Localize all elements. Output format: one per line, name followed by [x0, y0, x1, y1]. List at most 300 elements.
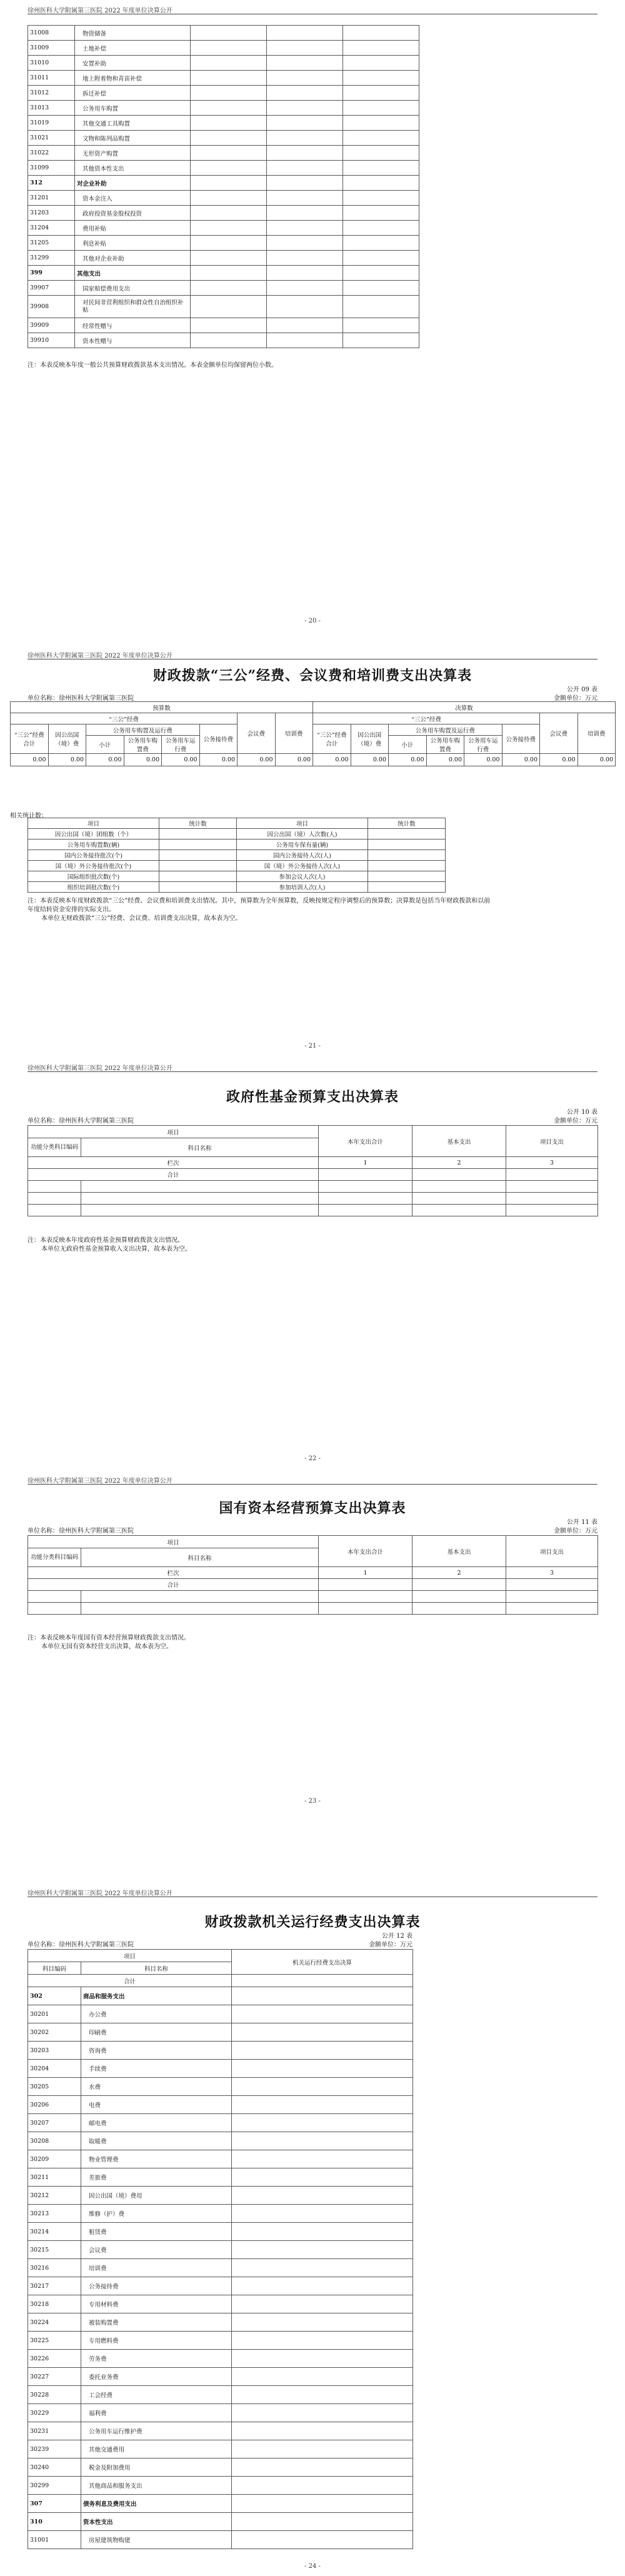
subject-name: 工会经费 [81, 2386, 232, 2404]
subject-name: 其他商品和服务支出 [81, 2477, 232, 2495]
col-sangong-total: “三公”经费合计 [313, 724, 351, 754]
head-basic: 基本支出 [412, 1536, 506, 1567]
subject-code: 310 [28, 2513, 81, 2531]
subject-code: 31022 [28, 146, 75, 161]
final-header: 决算数 [313, 702, 616, 713]
subject-name: 国家赔偿费用支出 [75, 281, 191, 296]
table-note: 注：本表反映本年度财政拨款“三公”经费、会议费和培训费支出情况。其中，预算数为全年预算数，反映按规定程序调整后的预算数；决算数是包括当年财政拨款和以前 [28, 898, 491, 905]
subject-name: 培训费 [81, 2259, 232, 2277]
table-row [28, 333, 419, 348]
value-cell [191, 71, 267, 86]
table-row [28, 206, 419, 221]
head-code: 科目编码 [28, 1962, 81, 1975]
value-cell [232, 2513, 413, 2531]
table-row [28, 839, 446, 850]
page-22 [0, 1063, 625, 1475]
value-cell [267, 236, 343, 251]
value-cell [232, 2150, 413, 2168]
subject-code: 30217 [28, 2277, 81, 2295]
subject-code: 30208 [28, 2132, 81, 2150]
subject-name: 专用材料费 [81, 2295, 232, 2313]
stat-item: 公务用车保有量(辆) [237, 839, 368, 850]
meeting-header: 会议费 [238, 713, 276, 754]
subject-code: 30228 [28, 2386, 81, 2404]
value-cell [343, 56, 419, 71]
value-cell [267, 176, 343, 191]
col-subtotal: 小计 [389, 736, 427, 754]
head-code: 功能分类科目编码 [28, 1138, 81, 1157]
subject-name: 物资储备 [75, 26, 191, 41]
info-head-stat: 统计数 [368, 818, 446, 829]
stat-item: 国际组织批次数(个) [28, 871, 159, 882]
value-cell [191, 56, 267, 71]
subject-code: 31011 [28, 71, 75, 86]
table-row [28, 26, 419, 41]
subject-name: 对民间非营利组织和群众性自治组织补贴 [75, 296, 191, 318]
subject-code: 30213 [28, 2205, 81, 2223]
value-cell [343, 191, 419, 206]
value-cell [232, 2422, 413, 2440]
value-cell [267, 146, 343, 161]
value-cell [191, 266, 267, 281]
value-cell [343, 116, 419, 131]
subject-code: 30202 [28, 2023, 81, 2042]
subject-code: 30216 [28, 2259, 81, 2277]
value-cell [343, 266, 419, 281]
subject-code: 30226 [28, 2350, 81, 2368]
value-cell [267, 116, 343, 131]
head-project: 项目支出 [506, 1126, 598, 1157]
value-cell [232, 2531, 413, 2549]
subject-code: 30206 [28, 2096, 81, 2114]
subject-name: 物业管理费 [81, 2150, 232, 2168]
subject-name: 经常性赠与 [75, 318, 191, 333]
value-cell [267, 318, 343, 333]
subject-code: 31010 [28, 56, 75, 71]
subject-name: 委托业务费 [81, 2368, 232, 2386]
table-row [28, 2531, 413, 2549]
budget-value: 0.00 [11, 754, 49, 766]
head-name: 科目名称 [81, 1138, 319, 1157]
value-cell [232, 2259, 413, 2277]
subject-name: 专用燃料费 [81, 2332, 232, 2350]
subject-name: 其他资本性支出 [75, 161, 191, 176]
table-row [28, 2277, 413, 2295]
table-row [28, 871, 446, 882]
budget-value: 0.00 [275, 754, 313, 766]
col-number: 3 [506, 1567, 598, 1579]
car-header: 公务用车购置及运行费 [86, 724, 200, 736]
table-row [28, 161, 419, 176]
value-cell [343, 296, 419, 318]
unit-name: 单位名称：徐州医科大学附属第三医院 [28, 1942, 134, 1948]
stat-item: 参加培训人次(人) [237, 882, 368, 893]
subject-name: 费用补贴 [75, 221, 191, 236]
final-value: 0.00 [464, 754, 502, 766]
subject-name: 邮电费 [81, 2114, 232, 2132]
value-cell [232, 2096, 413, 2114]
value-cell [343, 71, 419, 86]
subject-name: 债务利息及费用支出 [81, 2495, 232, 2513]
col-subtotal: 小计 [86, 736, 124, 754]
subject-name: 无形资产购置 [75, 146, 191, 161]
subject-code: 30224 [28, 2313, 81, 2332]
subject-code: 30207 [28, 2114, 81, 2132]
subject-name: 办公费 [81, 2005, 232, 2023]
subject-name: 利息补贴 [75, 236, 191, 251]
subject-name: 咨询费 [81, 2042, 232, 2060]
final-value: 0.00 [351, 754, 389, 766]
table-row [28, 2078, 413, 2096]
table-row [28, 251, 419, 266]
value-cell [232, 2313, 413, 2332]
value-cell [232, 2223, 413, 2241]
table-row [28, 2422, 413, 2440]
col-car-buy: 公务用车购置费 [124, 736, 162, 754]
money-unit: 金额单位：万元 [554, 1118, 598, 1125]
table-note: 本单位无国有资本经营支出决算，故本表为空。 [41, 1643, 172, 1650]
table-row [28, 318, 419, 333]
col-car-run: 公务用车运行费 [464, 736, 502, 754]
table-row [28, 2168, 413, 2187]
page-number: - 24 - [304, 2563, 321, 2570]
subject-code: 30205 [28, 2078, 81, 2096]
subject-name: 资本性支出 [81, 2513, 232, 2531]
value-cell [267, 101, 343, 116]
value-cell [191, 176, 267, 191]
col-reception: 公务接待费 [502, 724, 540, 754]
fund-expenditure-table [28, 1125, 598, 1216]
money-unit: 金额单位：万元 [554, 1528, 598, 1535]
head-total: 本年支出合计 [319, 1536, 412, 1567]
head-value: 机关运行经费支出决算 [232, 1950, 413, 1975]
subject-code: 39908 [28, 296, 75, 318]
table-row [28, 296, 419, 318]
stat-item: 组织培训批次数(个) [28, 882, 159, 893]
subject-code: 39910 [28, 333, 75, 348]
table-row [28, 2295, 413, 2313]
value-cell [343, 101, 419, 116]
value-cell [267, 251, 343, 266]
budget-value: 0.00 [48, 754, 86, 766]
table-row [28, 829, 446, 839]
table-row [28, 146, 419, 161]
budget-value: 0.00 [238, 754, 276, 766]
table-row [28, 131, 419, 146]
value-cell [232, 1987, 413, 2005]
table-row [28, 2440, 413, 2458]
subject-code: 30212 [28, 2187, 81, 2205]
value-cell [191, 251, 267, 266]
value-cell [191, 86, 267, 101]
subject-code: 399 [28, 266, 75, 281]
value-cell [191, 206, 267, 221]
head-item: 项目 [28, 1126, 319, 1138]
value-cell [191, 26, 267, 41]
stat-item: 公务用车购置数(辆) [28, 839, 159, 850]
subject-name: 电费 [81, 2096, 232, 2114]
table-row [28, 2096, 413, 2114]
value-cell [343, 131, 419, 146]
value-cell [232, 2060, 413, 2078]
value-cell [232, 2132, 413, 2150]
value-cell [232, 2332, 413, 2350]
col-number: 2 [412, 1567, 506, 1579]
table-row [28, 2187, 413, 2205]
table-row [28, 2350, 413, 2368]
value-cell [191, 281, 267, 296]
final-value: 0.00 [389, 754, 427, 766]
value-cell [267, 41, 343, 56]
stat-value [159, 871, 237, 882]
value-cell [343, 251, 419, 266]
subject-name: 取暖费 [81, 2132, 232, 2150]
value-cell [343, 161, 419, 176]
value-cell [232, 2386, 413, 2404]
stat-item: 因公出国（境）团组数（个） [28, 829, 159, 839]
value-cell [232, 2042, 413, 2060]
stat-value [368, 829, 446, 839]
table-number: 公开 10 表 [566, 1109, 598, 1116]
value-cell [232, 2458, 413, 2477]
value-cell [232, 2005, 413, 2023]
value-cell [191, 41, 267, 56]
value-cell [343, 146, 419, 161]
row-column-label: 栏次 [28, 1567, 319, 1579]
table-title: 政府性基金预算支出决算表 [226, 1089, 399, 1105]
page-number: - 23 - [304, 1798, 321, 1805]
col-abroad: 因公出国（境）费 [48, 724, 86, 754]
value-cell [191, 131, 267, 146]
final-value: 0.00 [426, 754, 464, 766]
subject-name: 水费 [81, 2078, 232, 2096]
table-note: 本单位无财政拨款“三公”经费、会议费、培训费支出决算，故本表为空。 [41, 915, 242, 922]
value-cell [343, 206, 419, 221]
table-row [28, 2241, 413, 2259]
subject-name: 商品和服务支出 [81, 1987, 232, 2005]
subject-code: 312 [28, 176, 75, 191]
table-title: 财政拨款机关运行经费支出决算表 [204, 1914, 421, 1930]
row-total-label: 合计 [28, 1579, 319, 1591]
budget-value: 0.00 [124, 754, 162, 766]
budget-header: 预算数 [11, 702, 313, 713]
table-row [28, 2042, 413, 2060]
table-note: 注：本表反映本年度政府性基金预算财政拨款支出情况。 [28, 1237, 184, 1244]
subject-name: 会议费 [81, 2241, 232, 2259]
subject-code: 31299 [28, 251, 75, 266]
final-value: 0.00 [578, 754, 616, 766]
subject-code: 30225 [28, 2332, 81, 2350]
value-cell [232, 2350, 413, 2368]
value-cell [267, 56, 343, 71]
subject-name: 文物和陈列品购置 [75, 131, 191, 146]
value-cell [232, 2078, 413, 2096]
head-item: 项目 [28, 1950, 232, 1962]
col-number: 1 [319, 1567, 412, 1579]
page-header: 徐州医科大学附属第三医院 2022 年度单位决算公开 [28, 1890, 172, 1897]
subject-code: 302 [28, 1987, 81, 2005]
head-basic: 基本支出 [412, 1126, 506, 1157]
head-code: 功能分类科目编码 [28, 1548, 81, 1567]
value-cell [232, 2023, 413, 2042]
page-23 [0, 1475, 625, 1888]
subject-code: 30299 [28, 2477, 81, 2495]
head-total: 本年支出合计 [319, 1126, 412, 1157]
stat-value [368, 861, 446, 871]
value-cell [191, 101, 267, 116]
info-head-stat: 统计数 [159, 818, 237, 829]
table-note: 本单位无政府性基金预算收入支出决算，故本表为空。 [41, 1246, 191, 1253]
table-row [28, 2513, 413, 2531]
unit-name: 单位名称：徐州医科大学附属第三医院 [28, 695, 134, 702]
subject-name: 公务用车购置 [75, 101, 191, 116]
header-rule [28, 1484, 598, 1485]
subject-code: 30227 [28, 2368, 81, 2386]
unit-name: 单位名称：徐州医科大学附属第三医院 [28, 1118, 134, 1125]
subject-name: 安置补助 [75, 56, 191, 71]
stat-item: 国（境）外公务接待人次(人) [237, 861, 368, 871]
value-cell [343, 86, 419, 101]
subject-name: 税金及附加费用 [81, 2458, 232, 2477]
subject-name: 劳务费 [81, 2350, 232, 2368]
value-cell [232, 2187, 413, 2205]
final-value: 0.00 [540, 754, 578, 766]
table-row [28, 2060, 413, 2078]
subject-code: 30240 [28, 2458, 81, 2477]
value-cell [232, 2277, 413, 2295]
table-row [28, 101, 419, 116]
table-note: 注：本表反映本年度一般公共预算财政拨款基本支出情况。本表金额单位均保留两位小数。 [28, 362, 278, 369]
value-cell [343, 41, 419, 56]
table-row [28, 116, 419, 131]
table-row [28, 2205, 413, 2223]
table-row [28, 56, 419, 71]
sangong-table [10, 701, 616, 766]
value-cell [232, 2440, 413, 2458]
table-row [28, 41, 419, 56]
page-21 [0, 650, 625, 1063]
table-row [28, 2223, 413, 2241]
value-cell [191, 161, 267, 176]
table-row [28, 2477, 413, 2495]
table-row [28, 2313, 413, 2332]
value-cell [232, 2205, 413, 2223]
header-rule [28, 1071, 598, 1072]
page-number: - 22 - [304, 1455, 321, 1462]
subject-name: 其他对企业补助 [75, 251, 191, 266]
subject-code: 31013 [28, 101, 75, 116]
subject-code: 30231 [28, 2422, 81, 2440]
table-row [28, 2404, 413, 2422]
subject-code: 30239 [28, 2440, 81, 2458]
subject-name: 福利费 [81, 2404, 232, 2422]
subject-name: 其他交通工具购置 [75, 116, 191, 131]
stat-value [159, 829, 237, 839]
car-header: 公务用车购置及运行费 [389, 724, 502, 736]
row-column-label: 栏次 [28, 1157, 319, 1169]
subject-name: 公务接待费 [81, 2277, 232, 2295]
stat-item: 国内公务接待批次(个) [28, 850, 159, 861]
table-row [28, 2458, 413, 2477]
meeting-header: 会议费 [540, 713, 578, 754]
subject-code: 30203 [28, 2042, 81, 2060]
table-row [28, 2368, 413, 2386]
value-cell [267, 281, 343, 296]
table-note: 注：本表反映本年度国有资本经营预算财政拨款支出情况。 [28, 1635, 190, 1641]
subject-code: 31008 [28, 26, 75, 41]
value-cell [267, 191, 343, 206]
value-cell [232, 2241, 413, 2259]
subject-code: 31099 [28, 161, 75, 176]
subject-name: 其他支出 [75, 266, 191, 281]
table-row [28, 882, 446, 893]
stat-value [368, 839, 446, 850]
table-title: 财政拨款“三公”经费、会议费和培训费支出决算表 [152, 668, 472, 684]
subject-code: 39907 [28, 281, 75, 296]
subject-name: 对企业补助 [75, 176, 191, 191]
unit-name: 单位名称：徐州医科大学附属第三医院 [28, 1528, 134, 1535]
subject-name: 房屋建筑物购建 [81, 2531, 232, 2549]
table-number: 公开 11 表 [566, 1519, 598, 1526]
table-row [28, 236, 419, 251]
money-unit: 金额单位：万元 [369, 1942, 412, 1948]
final-value: 0.00 [313, 754, 351, 766]
table-row [28, 2386, 413, 2404]
value-cell [232, 2404, 413, 2422]
table-row [28, 221, 419, 236]
table-row [28, 191, 419, 206]
subject-code: 31201 [28, 191, 75, 206]
admin-operating-table [28, 1949, 413, 2549]
info-head-item: 项目 [237, 818, 368, 829]
basic-expenditure-table-continued [28, 25, 419, 348]
state-capital-table [28, 1535, 598, 1615]
subject-name: 地上附着物和青苗补偿 [75, 71, 191, 86]
value-cell [267, 71, 343, 86]
value-cell [191, 318, 267, 333]
head-name: 科目名称 [81, 1548, 319, 1567]
stat-value [159, 861, 237, 871]
stat-item: 国（境）外公务接待批次(个) [28, 861, 159, 871]
training-header: 培训费 [578, 713, 616, 754]
col-number: 1 [319, 1157, 412, 1169]
subject-name: 拆迁补偿 [75, 86, 191, 101]
value-cell [267, 161, 343, 176]
value-cell [191, 116, 267, 131]
value-cell [191, 146, 267, 161]
page-number: - 21 - [304, 1043, 321, 1050]
table-row [28, 281, 419, 296]
subject-name: 公务用车运行维护费 [81, 2422, 232, 2440]
subject-name: 土地补偿 [75, 41, 191, 56]
value-cell [267, 86, 343, 101]
subject-name: 因公出国（境）费用 [81, 2187, 232, 2205]
col-car-run: 公务用车运行费 [162, 736, 200, 754]
budget-value: 0.00 [162, 754, 200, 766]
table-row [28, 2005, 413, 2023]
table-number: 公开 12 表 [381, 1933, 412, 1940]
table-row [28, 1987, 413, 2005]
statistics-table [28, 818, 446, 893]
subject-name: 手续费 [81, 2060, 232, 2078]
money-unit: 金额单位：万元 [554, 695, 598, 702]
subject-name: 政府投资基金股权投资 [75, 206, 191, 221]
row-total-label: 合计 [28, 1169, 319, 1181]
final-value: 0.00 [502, 754, 540, 766]
page-24 [0, 1888, 625, 2576]
sangong-header: “三公”经费 [313, 713, 540, 724]
subject-code: 30204 [28, 2060, 81, 2078]
